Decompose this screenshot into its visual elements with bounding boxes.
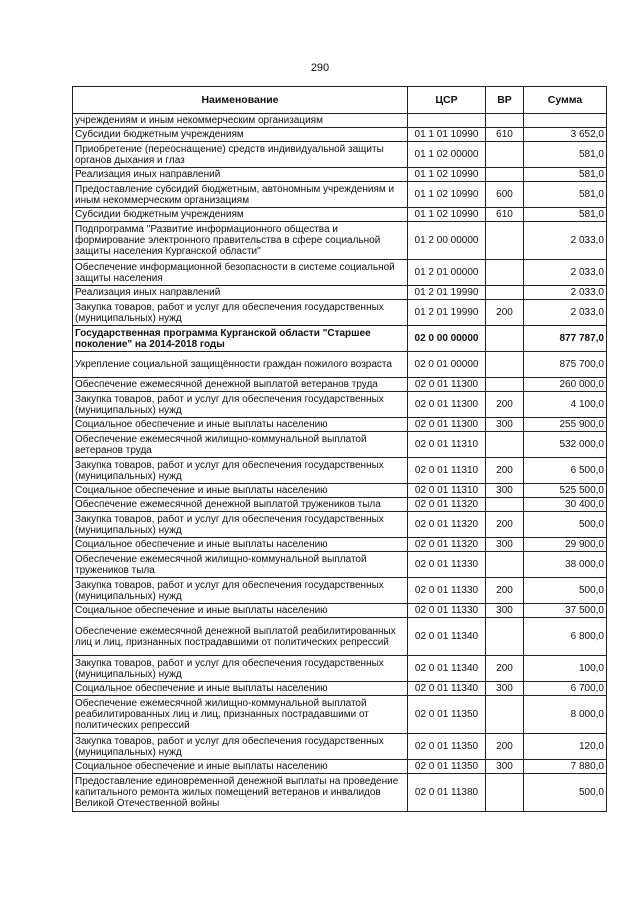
row-csr-code: 01 2 01 19990 — [408, 300, 486, 326]
table-row — [73, 300, 607, 326]
row-name: Закупка товаров, работ и услуг для обеспечения государственных (муниципальных) нужд — [73, 656, 408, 682]
table-row — [73, 760, 607, 774]
table-row — [73, 618, 607, 656]
row-name: Предоставление субсидий бюджетным, автономным учреждениям и иным некоммерческим организациям — [73, 182, 408, 208]
row-name: Приобретение (переоснащение) средств индивидуальной защиты органов дыхания и глаз — [73, 142, 408, 168]
row-sum: 2 033,0 — [524, 222, 607, 260]
row-name: Обеспечение ежемесячной денежной выплатой реабилитированных лиц и лиц, признанных пострадавшими от политических репрессий — [73, 618, 408, 656]
row-vr-code: 200 — [486, 458, 524, 484]
row-vr-code — [486, 260, 524, 286]
row-vr-code: 300 — [486, 760, 524, 774]
row-name: Обеспечение ежемесячной денежной выплатой тружеников тыла — [73, 498, 408, 512]
row-sum: 6 800,0 — [524, 618, 607, 656]
row-vr-code: 300 — [486, 538, 524, 552]
row-sum: 29 900,0 — [524, 538, 607, 552]
row-csr-code: 01 2 01 00000 — [408, 260, 486, 286]
row-vr-code — [486, 326, 524, 352]
table-row — [73, 378, 607, 392]
row-sum: 4 100,0 — [524, 392, 607, 418]
row-name: Социальное обеспечение и иные выплаты населению — [73, 682, 408, 696]
row-sum: 120,0 — [524, 734, 607, 760]
row-vr-code: 300 — [486, 604, 524, 618]
table-row — [73, 512, 607, 538]
row-name: Обеспечение ежемесячной жилищно-коммунальной выплатой тружеников тыла — [73, 552, 408, 578]
table-row — [73, 458, 607, 484]
table-header-row — [73, 87, 607, 114]
row-name: Закупка товаров, работ и услуг для обеспечения государственных (муниципальных) нужд — [73, 578, 408, 604]
row-vr-code: 200 — [486, 512, 524, 538]
table-row — [73, 774, 607, 812]
table-row — [73, 128, 607, 142]
row-name: Подпрограмма "Развитие информационного общества и формирование электронного правительства в сфере социальной защиты населения Курганской области" — [73, 222, 408, 260]
row-sum: 532 000,0 — [524, 432, 607, 458]
row-csr-code: 02 0 01 11300 — [408, 392, 486, 418]
row-name: Социальное обеспечение и иные выплаты населению — [73, 484, 408, 498]
row-vr-code: 610 — [486, 128, 524, 142]
table-row — [73, 552, 607, 578]
table-row — [73, 142, 607, 168]
table-row — [73, 498, 607, 512]
row-vr-code — [486, 168, 524, 182]
row-csr-code: 02 0 01 11330 — [408, 552, 486, 578]
row-sum — [524, 114, 607, 128]
table-row — [73, 578, 607, 604]
header-csr: ЦСР — [408, 87, 486, 114]
row-sum: 2 033,0 — [524, 286, 607, 300]
row-csr-code: 02 0 01 11300 — [408, 418, 486, 432]
table-row — [73, 734, 607, 760]
row-vr-code — [486, 498, 524, 512]
row-csr-code: 02 0 01 11340 — [408, 682, 486, 696]
row-vr-code — [486, 352, 524, 378]
row-sum: 3 652,0 — [524, 128, 607, 142]
row-vr-code: 300 — [486, 484, 524, 498]
row-vr-code: 610 — [486, 208, 524, 222]
row-vr-code: 200 — [486, 656, 524, 682]
row-sum: 2 033,0 — [524, 260, 607, 286]
row-name: Субсидии бюджетным учреждениям — [73, 128, 408, 142]
table-row — [73, 114, 607, 128]
row-sum: 7 880,0 — [524, 760, 607, 774]
row-name: Обеспечение ежемесячной денежной выплатой ветеранов труда — [73, 378, 408, 392]
row-vr-code — [486, 432, 524, 458]
row-name: Социальное обеспечение и иные выплаты населению — [73, 604, 408, 618]
row-sum: 255 900,0 — [524, 418, 607, 432]
header-sum: Сумма — [524, 87, 607, 114]
row-name: Закупка товаров, работ и услуг для обеспечения государственных (муниципальных) нужд — [73, 300, 408, 326]
row-sum: 875 700,0 — [524, 352, 607, 378]
row-csr-code: 02 0 01 11320 — [408, 538, 486, 552]
row-csr-code: 02 0 01 11350 — [408, 760, 486, 774]
row-sum: 8 000,0 — [524, 696, 607, 734]
row-csr-code: 02 0 01 11320 — [408, 498, 486, 512]
row-name: Реализация иных направлений — [73, 168, 408, 182]
table-row — [73, 682, 607, 696]
row-name: Предоставление единовременной денежной выплаты на проведение капитального ремонта жилых помещений ветеранов и инвалидов Великой Отечественной войны — [73, 774, 408, 812]
row-name: Закупка товаров, работ и услуг для обеспечения государственных (муниципальных) нужд — [73, 392, 408, 418]
table-row — [73, 656, 607, 682]
row-csr-code: 02 0 01 11320 — [408, 512, 486, 538]
row-sum: 500,0 — [524, 512, 607, 538]
row-sum: 30 400,0 — [524, 498, 607, 512]
row-csr-code: 02 0 00 00000 — [408, 326, 486, 352]
table-row — [73, 286, 607, 300]
row-vr-code: 200 — [486, 392, 524, 418]
row-csr-code: 02 0 01 11380 — [408, 774, 486, 812]
row-csr-code: 02 0 01 11350 — [408, 696, 486, 734]
page-number: 290 — [310, 62, 330, 74]
row-sum: 877 787,0 — [524, 326, 607, 352]
header-name: Наименование — [73, 87, 408, 114]
row-csr-code: 01 1 02 10990 — [408, 208, 486, 222]
row-vr-code: 200 — [486, 734, 524, 760]
row-name: Социальное обеспечение и иные выплаты населению — [73, 538, 408, 552]
row-csr-code — [408, 114, 486, 128]
row-vr-code: 200 — [486, 578, 524, 604]
row-csr-code: 01 1 01 10990 — [408, 128, 486, 142]
row-csr-code: 02 0 01 11350 — [408, 734, 486, 760]
header-vr: ВР — [486, 87, 524, 114]
row-csr-code: 01 1 02 10990 — [408, 168, 486, 182]
row-vr-code — [486, 618, 524, 656]
row-csr-code: 02 0 01 11310 — [408, 458, 486, 484]
table-row — [73, 484, 607, 498]
row-csr-code: 01 2 01 19990 — [408, 286, 486, 300]
row-name: Субсидии бюджетным учреждениям — [73, 208, 408, 222]
row-name: Закупка товаров, работ и услуг для обеспечения государственных (муниципальных) нужд — [73, 512, 408, 538]
table-row — [73, 260, 607, 286]
table-row — [73, 352, 607, 378]
row-name: Закупка товаров, работ и услуг для обеспечения государственных (муниципальных) нужд — [73, 458, 408, 484]
row-name: Обеспечение ежемесячной жилищно-коммунальной выплатой реабилитированных лиц и лиц, признанных пострадавшими от политических репрессий — [73, 696, 408, 734]
row-vr-code: 300 — [486, 418, 524, 432]
table-row — [73, 222, 607, 260]
row-vr-code: 600 — [486, 182, 524, 208]
row-csr-code: 02 0 01 11310 — [408, 484, 486, 498]
row-vr-code — [486, 552, 524, 578]
row-vr-code — [486, 142, 524, 168]
budget-table — [72, 86, 607, 812]
row-sum: 581,0 — [524, 208, 607, 222]
row-sum: 525 500,0 — [524, 484, 607, 498]
table-body — [73, 114, 607, 812]
row-sum: 500,0 — [524, 774, 607, 812]
row-sum: 581,0 — [524, 168, 607, 182]
row-vr-code — [486, 696, 524, 734]
row-name: Социальное обеспечение и иные выплаты населению — [73, 760, 408, 774]
row-vr-code — [486, 222, 524, 260]
table-row — [73, 392, 607, 418]
row-name: Укрепление социальной защищённости граждан пожилого возраста — [73, 352, 408, 378]
table-row — [73, 696, 607, 734]
row-name: Социальное обеспечение и иные выплаты населению — [73, 418, 408, 432]
table-row — [73, 168, 607, 182]
row-csr-code: 02 0 01 11340 — [408, 656, 486, 682]
row-vr-code: 200 — [486, 300, 524, 326]
row-csr-code: 02 0 01 00000 — [408, 352, 486, 378]
table-row — [73, 418, 607, 432]
row-sum: 6 500,0 — [524, 458, 607, 484]
row-sum: 37 500,0 — [524, 604, 607, 618]
row-csr-code: 02 0 01 11340 — [408, 618, 486, 656]
row-vr-code — [486, 114, 524, 128]
row-sum: 260 000,0 — [524, 378, 607, 392]
row-csr-code: 02 0 01 11310 — [408, 432, 486, 458]
row-name: учреждениям и иным некоммерческим организациям — [73, 114, 408, 128]
table-row — [73, 432, 607, 458]
table-row — [73, 604, 607, 618]
row-name: Реализация иных направлений — [73, 286, 408, 300]
row-csr-code: 02 0 01 11300 — [408, 378, 486, 392]
row-sum: 581,0 — [524, 182, 607, 208]
row-csr-code: 01 1 02 00000 — [408, 142, 486, 168]
row-sum: 581,0 — [524, 142, 607, 168]
row-sum: 100,0 — [524, 656, 607, 682]
table-row — [73, 182, 607, 208]
row-vr-code — [486, 774, 524, 812]
row-sum: 38 000,0 — [524, 552, 607, 578]
row-csr-code: 02 0 01 11330 — [408, 604, 486, 618]
row-csr-code: 01 1 02 10990 — [408, 182, 486, 208]
table-row — [73, 538, 607, 552]
row-vr-code — [486, 286, 524, 300]
row-sum: 2 033,0 — [524, 300, 607, 326]
row-vr-code — [486, 378, 524, 392]
table-row — [73, 326, 607, 352]
row-sum: 6 700,0 — [524, 682, 607, 696]
row-csr-code: 02 0 01 11330 — [408, 578, 486, 604]
row-sum: 500,0 — [524, 578, 607, 604]
row-vr-code: 300 — [486, 682, 524, 696]
row-name: Обеспечение ежемесячной жилищно-коммунальной выплатой ветеранов труда — [73, 432, 408, 458]
table-row — [73, 208, 607, 222]
row-name: Обеспечение информационной безопасности в системе социальной защиты населения — [73, 260, 408, 286]
row-name: Государственная программа Курганской области "Старшее поколение" на 2014-2018 годы — [73, 326, 408, 352]
row-name: Закупка товаров, работ и услуг для обеспечения государственных (муниципальных) нужд — [73, 734, 408, 760]
row-csr-code: 01 2 00 00000 — [408, 222, 486, 260]
